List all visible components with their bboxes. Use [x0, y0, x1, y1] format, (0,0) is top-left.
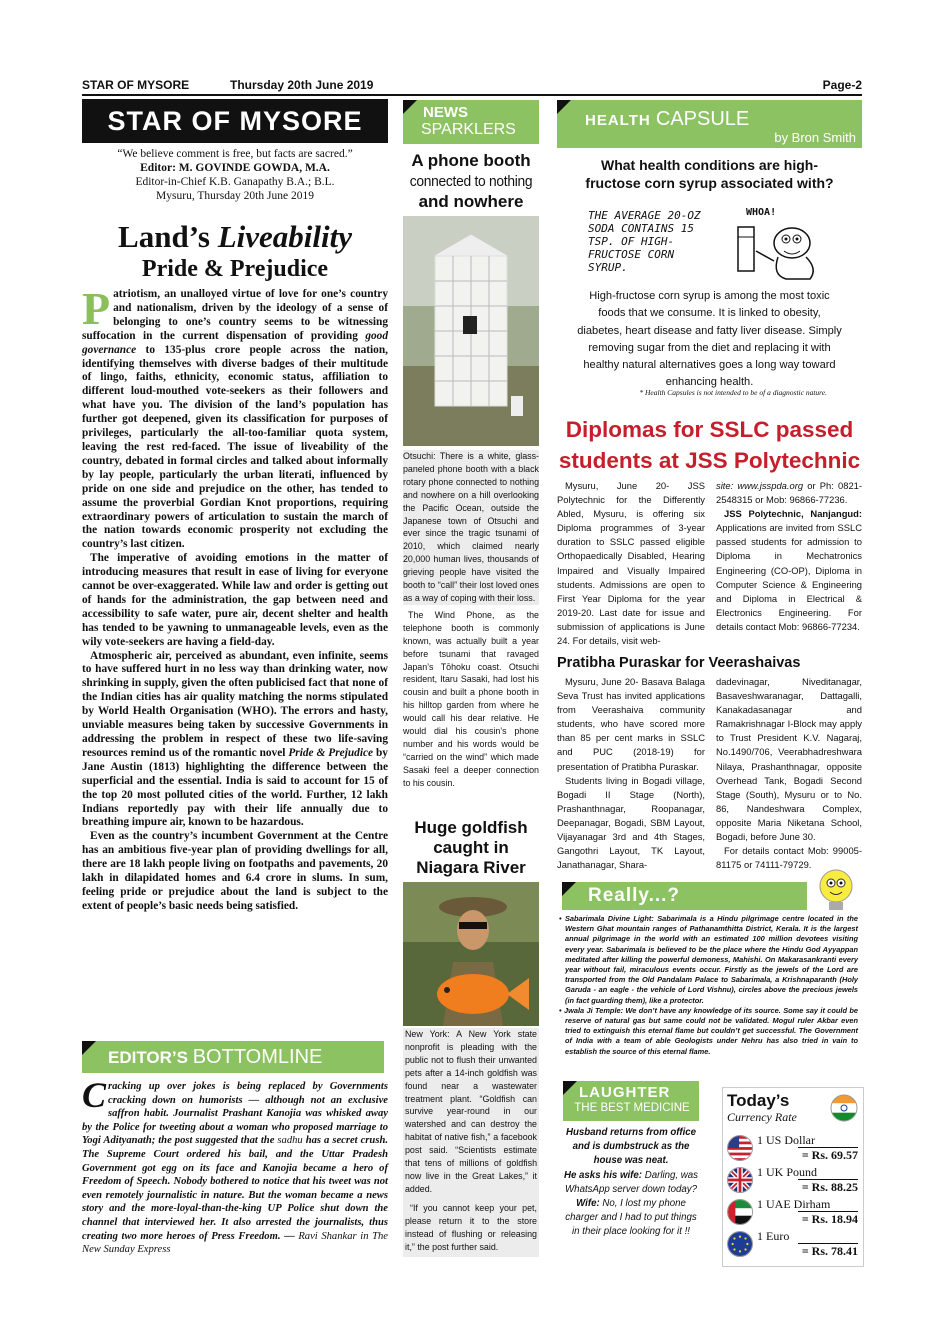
- editorial-subhead: Pride & Prejudice: [141, 256, 329, 282]
- text: Applications are invited from SSLC passed students for admission to Diploma in Mechatronics Engineering (CO-OP), Diploma in Computer Science & Engineering and Diploma in Electrical & Electronics Engineering. For details contact Mob: 96866-77234.: [716, 522, 862, 632]
- text: Darling, was WhatsApp server down today?: [565, 1169, 699, 1195]
- text: Jwala Ji Temple: We don’t have any knowledge of its source. Some say it could be reserve of natural gas but same could not be validated. Mogul ruler Akbar even tried to extinguish this eternal flame but couldn’t get successful. The Government of India with a team of able Geologists under Nehru has also tried in vain to establish the source of this eternal flame.: [563, 1005, 858, 1056]
- text: LAUGHTER: [579, 1084, 671, 1101]
- text: and nowhere: [418, 192, 524, 211]
- text: dadevinagar, Niveditanagar, Basaveshwaranagar, Dattagalli, Kanakadasanagar and Ramakrishnagar I-Block may apply to Trust President K.V. Nagaraj, No.1490/706, Veerabhadreshwara Nilaya, Prashanthnagar, opposite Overhead Tank, Bogadi Second Stage (South), Mysuru or to No. 86, Nandeshwara Complex, opposite Maria Niketana School, Bogadi, before June 30.: [716, 676, 862, 843]
- lightbulb-icon: [812, 866, 862, 916]
- text: Niagara River: [416, 858, 526, 877]
- really-label: [562, 882, 807, 910]
- masthead-dateline: Mysuru, Thursday 20th June 2019: [156, 190, 314, 202]
- goldfish-photo: [403, 882, 539, 1026]
- masthead-editor: Editor: M. GOVINDE GOWDA, M.A.: [140, 162, 330, 174]
- masthead-tagline: “We believe comment is free, but facts are sacred.”: [117, 148, 353, 160]
- really-item: • Sabarimala Divine Light: Sabarimala is a Hindu pilgrimage centre located in the Western Ghat mountain ranges of Pathanamthitta District, Kerala. It is the largest annual pilgrimage in the world with an estimated 100 million devotees visiting every year. Sabarimala is believed to be the place where the Hindu God Ayyappan meditated after killing the powerful demoness, Mahishi. On Makarasankranti every year without fail, miraculous events occur. Firstly as the jewels of the Lord are transported from the Old Pandalam Palace to Sabarimala, a Krishnaparanth (Holy Garuda - an eagle - the vehicle of Lord Vishnu), circles above the precious jewels (in fact guarding them), like a protector.: [559, 914, 858, 1005]
- text: Atmospheric air, perceived as abundant, even infinite, seems to have suffered hurt in no less way than drinking water, now shrinking in supply, given the often publicised fact that none of the Indian cities has air quality matching the norms stipulated by World Health Organisation (WHO). The errors and hasty, unviable measures being taken by successive Governments in addressing the problem in respect of these two life-saving resources remind us of the romantic novel: [82, 649, 388, 759]
- health-note: * Health Capsules is not intended to be of a diagnostic nature.: [639, 388, 827, 397]
- header-page-number: Page-2: [822, 78, 862, 92]
- bottomline-attribution: Ravi Shankar in The New Sunday Express: [82, 1230, 388, 1256]
- text: Mysuru, June 20- Basava Balaga Seva Trust has invited applications from Veerashaiva community students, who have scored more than 85 per cent marks in SSLC and PUC (2018-19) for presentation of Pratibha Puraskar.: [557, 676, 705, 772]
- story1-paragraph: Otsuchi: There is a white, glass-paneled phone booth with a black rotary phone connected to nothing and nowhere on a hill overlooking the Pacific Ocean, outside the Japanese town of Otsuchi and ever since the tragic tsunami of 2010, which claimed nearly 20,000 human lives, thousands of grieving people have visited the booth to “call” their lost loved ones as a way of coping with their loss.: [403, 451, 539, 603]
- text: EDITOR’S: [108, 1048, 193, 1067]
- health-question: What health conditions are high-fructose corn syrup associated with?: [585, 157, 834, 191]
- rate-name: 1 Euro: [757, 1229, 790, 1243]
- jss-body-col1: Mysuru, June 20- JSS Polytechnic for the Differently Abled, Mysuru, is offering six Diploma programmes of 3-year duration to SSLC passed eligible Orthopaedically Disabled, Hearing Impaired and Visually Impaired students. Admissions are open to First Year Diploma for the year 2019-20. Last date for issue and submission of applications is June 24. For details, visit web-: [557, 480, 705, 647]
- text: JSS Polytechnic, Nanjangud:: [724, 508, 862, 520]
- health-label-text: [585, 108, 749, 132]
- text: THE BEST MEDICINE: [574, 1102, 690, 1114]
- rate-row-eur: [727, 1229, 860, 1259]
- pratibha-body-col1: [557, 675, 705, 872]
- laughter-body: [563, 1126, 699, 1240]
- rate-name: 1 UAE Dirham: [757, 1197, 831, 1211]
- pratibha-body-col2: [716, 675, 862, 872]
- uk-flag-icon: [727, 1167, 753, 1193]
- text: For details contact Mob: 99005-81175 or 74111-79729.: [716, 845, 862, 871]
- cartoon-drawing: [726, 217, 831, 283]
- editorial-headline: [82, 220, 388, 254]
- corner-mark: [563, 1081, 577, 1095]
- text: Sabarimala Divine Light: Sabarimala is a Hindu pilgrimage centre located in the Western Ghat mountain ranges of Pathanamthitta District, Kerala. It is the largest annual pilgrimage in the world with an estimated 100 million devotees visiting every year. Sabarimala is believed to be the place where the Hindu God Ayyappan meditated after killing the powerful demoness, Mahishi. On Makarasankranti every year without fail, miraculous events occur. Firstly as the jewels of the Lord are transported from the Old Pandalam Palace to Sabarimala, a Krishnaparanth (Holy Garuda - an eagle - the vehicle of Lord Vishnu), circles above the precious jewels (in fact guarding them), like a protector.: [564, 914, 858, 1005]
- bottomline-dropcap: C: [82, 1075, 107, 1115]
- rate-value: = Rs. 78.41: [798, 1243, 858, 1259]
- news-sparklers-label: [403, 100, 539, 144]
- story2-paragraph: New York: A New York state nonprofit is pleading with the public not to flush their unwanted pets after a 14-inch goldfish was found near a wastewater treatment plant. “Goldfish can survive year-round in our watershed and can destroy the habitat of native fish,” a facebook post said. “Scientists estimate that tens of millions of goldfish now live in the Great Lakes,” it added.: [405, 1029, 537, 1194]
- text: has a secret crush. The Supreme Court ordered his bail, and the Uttar Pradesh Government got egg on its face and Kanojia became a hero of Freedom of Speech. Nobody bothered to notice that his tweet was not even remotely journalistic in nature. But the woman became a news story and the more-loyal-than-the-king UP Police shut down the channel that interviewed her. It also arrested the journalists, thus creating two more heroes of Press Freedom. —: [82, 1135, 388, 1242]
- health-capsule-label: [557, 100, 862, 148]
- text: No, I lost my phone charger and I had to put things in their place looking for it !!: [565, 1198, 697, 1238]
- cartoon-caption: THE AVERAGE 20-OZ SODA CONTAINS 15 TSP. OF HIGH-FRUCTOSE CORN SYRUP.: [588, 209, 701, 274]
- eu-flag-icon: [727, 1231, 753, 1257]
- goldfish-illustration: [403, 882, 539, 1026]
- india-flag-icon: [830, 1094, 858, 1122]
- text: Huge goldfish: [414, 818, 528, 837]
- story1-paragraph: The Wind Phone, as the telephone booth is commonly known, was actually built a year before tsunami that ravaged Japan’s Tōhoku coast. Otsuchi resident, Itaru Sasaki, had lost his cousin and built a phone booth in his hilltop garden from where he would call his dear relative. He would dial his cousin’s phone number and his words would be “carried on the wind” which made Sasaki feel a deeper connection to his cousin.: [403, 609, 539, 788]
- text: students at JSS Polytechnic: [558, 448, 861, 473]
- phone-booth-photo: [403, 216, 539, 446]
- masthead-info: [82, 147, 388, 203]
- header-date: Thursday 20th June 2019: [230, 78, 374, 92]
- phone-booth-illustration: [403, 216, 539, 446]
- header-paper-name: STAR OF MYSORE: [82, 78, 190, 92]
- bottomline-label-text: [108, 1046, 322, 1069]
- laughter-label: [563, 1081, 699, 1121]
- text: Wife:: [576, 1198, 600, 1210]
- editorial-dropcap: P: [82, 283, 111, 334]
- story2-title: [403, 818, 539, 878]
- corner-mark: [557, 100, 571, 114]
- text: sadhu: [277, 1135, 303, 1147]
- masthead-logo: STAR OF MYSORE: [82, 99, 388, 143]
- text: Pride & Prejudice: [288, 746, 374, 759]
- text: CAPSULE: [655, 108, 750, 130]
- editorial-paragraph: [82, 283, 388, 552]
- story1-title: [403, 150, 539, 213]
- health-body: High-fructose corn syrup is among the most toxic foods that we consume. It is linked to obesity, diabetes, heart disease and fatty liver disease. Simply removing sugar from the diet and replacing it with healthy natural alternatives goes a long way toward enhancing health.: [577, 290, 842, 389]
- editorial-body: [82, 283, 388, 914]
- corner-mark: [562, 882, 576, 896]
- text: to 135-plus crore people across the nation, identifying themselves with diverse badges of their multitude of lingo, faiths, ethnicity, economic status, affiliation to different loud-mouthed vote-seekers as their followers and what have you. The division of the land’s population has further got deepened, given its classification for purposes of privileges, particularly the all-too-familiar quota system, leaving the rest red-faced. The issue of liveability of the country, debated in formal circles and talked about informally by lay people, particularly the urban literati, influenced by pride on one side and prejudice on the other, has tended to assume the proverbial Gordian Knot proportions, requiring extraordinary powers of articulation to sustain the march of the nation towards economic prosperity not excluding the country’s last citizen.: [82, 343, 388, 551]
- text: caught in: [433, 838, 509, 857]
- rate-row-aed: [727, 1197, 860, 1227]
- corner-mark: [82, 1041, 96, 1055]
- bottomline-body: [82, 1075, 388, 1257]
- text: A phone booth: [411, 151, 531, 170]
- text: atriotism, an unalloyed virtue of love for one’s country and nationalism, driven by the ideology of a sense of belonging to one’s country seems to be witnessing suffocation in the current dispensation of providing: [82, 288, 388, 342]
- uae-flag-icon: [727, 1199, 753, 1225]
- rate-value: = Rs. 18.94: [798, 1211, 858, 1227]
- text: good governance: [82, 329, 388, 356]
- text: Diplomas for SSLC passed: [565, 417, 854, 442]
- cartoon-exclamation: WHOA!: [746, 207, 777, 218]
- page-header: [82, 76, 862, 96]
- rate-row-gbp: [727, 1165, 860, 1195]
- rate-row-usd: [727, 1133, 860, 1163]
- rate-value: = Rs. 88.25: [798, 1179, 858, 1195]
- text: Husband returns from office and is dumbstruck as the house was neat.: [565, 1127, 697, 1167]
- rate-name: 1 US Dollar: [757, 1133, 815, 1147]
- text: site: www.jsspda.org: [716, 480, 804, 491]
- text: Really...?: [588, 885, 681, 906]
- story2-body: [403, 1028, 539, 1257]
- currency-title: Today’s: [727, 1091, 790, 1110]
- text: SPARKLERS: [421, 121, 516, 138]
- health-byline: by Bron Smith: [774, 130, 856, 145]
- text: HEALTH: [585, 112, 656, 129]
- rate-value: = Rs. 69.57: [798, 1147, 858, 1163]
- story2-paragraph: “If you cannot keep your pet, please return it to the store instead of flushing or releasing it,” the post further said.: [405, 1202, 537, 1252]
- masthead-chief: Editor-in-Chief K.B. Ganapathy B.A.; B.L.: [135, 176, 335, 188]
- jss-body-col2: [716, 479, 862, 634]
- story1-body: [403, 450, 539, 794]
- currency-subtitle: Currency Rate: [727, 1110, 797, 1124]
- really-body: [557, 914, 862, 1057]
- really-item: • Jwala Ji Temple: We don’t have any knowledge of its source. Some say it could be reserve of natural gas but same could not be validated. Mogul ruler Akbar even tried to extinguish this eternal flame but couldn’t get successful. The Government of India with a team of able Geologists under Nehru has also tried in vain to establish the source of this eternal flame.: [559, 1005, 858, 1056]
- pratibha-headline: Pratibha Puraskar for Veerashaivas: [557, 655, 801, 671]
- text: NEWS: [423, 104, 468, 121]
- jss-headline: [557, 414, 862, 476]
- text: by Jane Austin (1813) highlighting the difference between the superficial and the essential. India is said to account for 15 of the top 20 most polluted cities of the world. Further, 12 lakh Indians reportedly pay with their life annually due to breathing impure air, known to be hazardous.: [82, 746, 388, 829]
- us-flag-icon: [727, 1135, 753, 1161]
- editorial-paragraph: [82, 650, 388, 831]
- health-cartoon: [588, 203, 833, 283]
- corner-mark: [403, 100, 417, 114]
- headline-part-b: Liveability: [217, 219, 352, 254]
- text: BOTTOMLINE: [192, 1046, 323, 1068]
- text: racking up over jokes is being replaced by Governments cracking down on humorists — although not an exclusive saffron habit. Journalist Prashant Kanojia was whisked away by the Police for tweeting about a woman who proposed marriage to Yogi Adityanath; the post suggested that the: [82, 1081, 388, 1147]
- rate-name: 1 UK Pound: [757, 1165, 818, 1179]
- bottomline-label: [82, 1041, 384, 1073]
- text: or Ph: 0821-2548315 or Mob: 96866-77236.: [716, 480, 863, 506]
- editorial-paragraph: Even as the country’s incumbent Government at the Centre has an ambitious five-year plan of providing dwellings for all, there are 18 lakh people living on footpaths and pavements, 20 lakh in dilapidated homes and 6.4 crore in slums. In sum, feeling pride or prejudice about the land is subject to the extent of people’s basic needs being satisfied.: [82, 830, 388, 912]
- text: He asks his wife:: [563, 1169, 643, 1181]
- text: connected to nothing: [409, 173, 533, 190]
- editorial-paragraph: The imperative of avoiding emotions in the matter of introducing measures that result in ease of living for everyone cannot be over-exaggerated. While law and order is getting out of hands for the administration, the gap between need and accessibility to safe water, pure air, decent shelter and health has tended to be yawning to unmanageable levels, even as the wily vote-seekers are having a field-day.: [82, 552, 388, 648]
- headline-part-a: Land’s: [118, 219, 218, 254]
- text: Students living in Bogadi village, Bogadi II Stage (North), Prashanthnagar, Roopanagar, Deepanagar, Bogadi, SBM Layout, Vijayanagar 3rd and 4th Stages, Gangothri Layout, TK Layout, Janathanagar, Shara-: [557, 774, 705, 871]
